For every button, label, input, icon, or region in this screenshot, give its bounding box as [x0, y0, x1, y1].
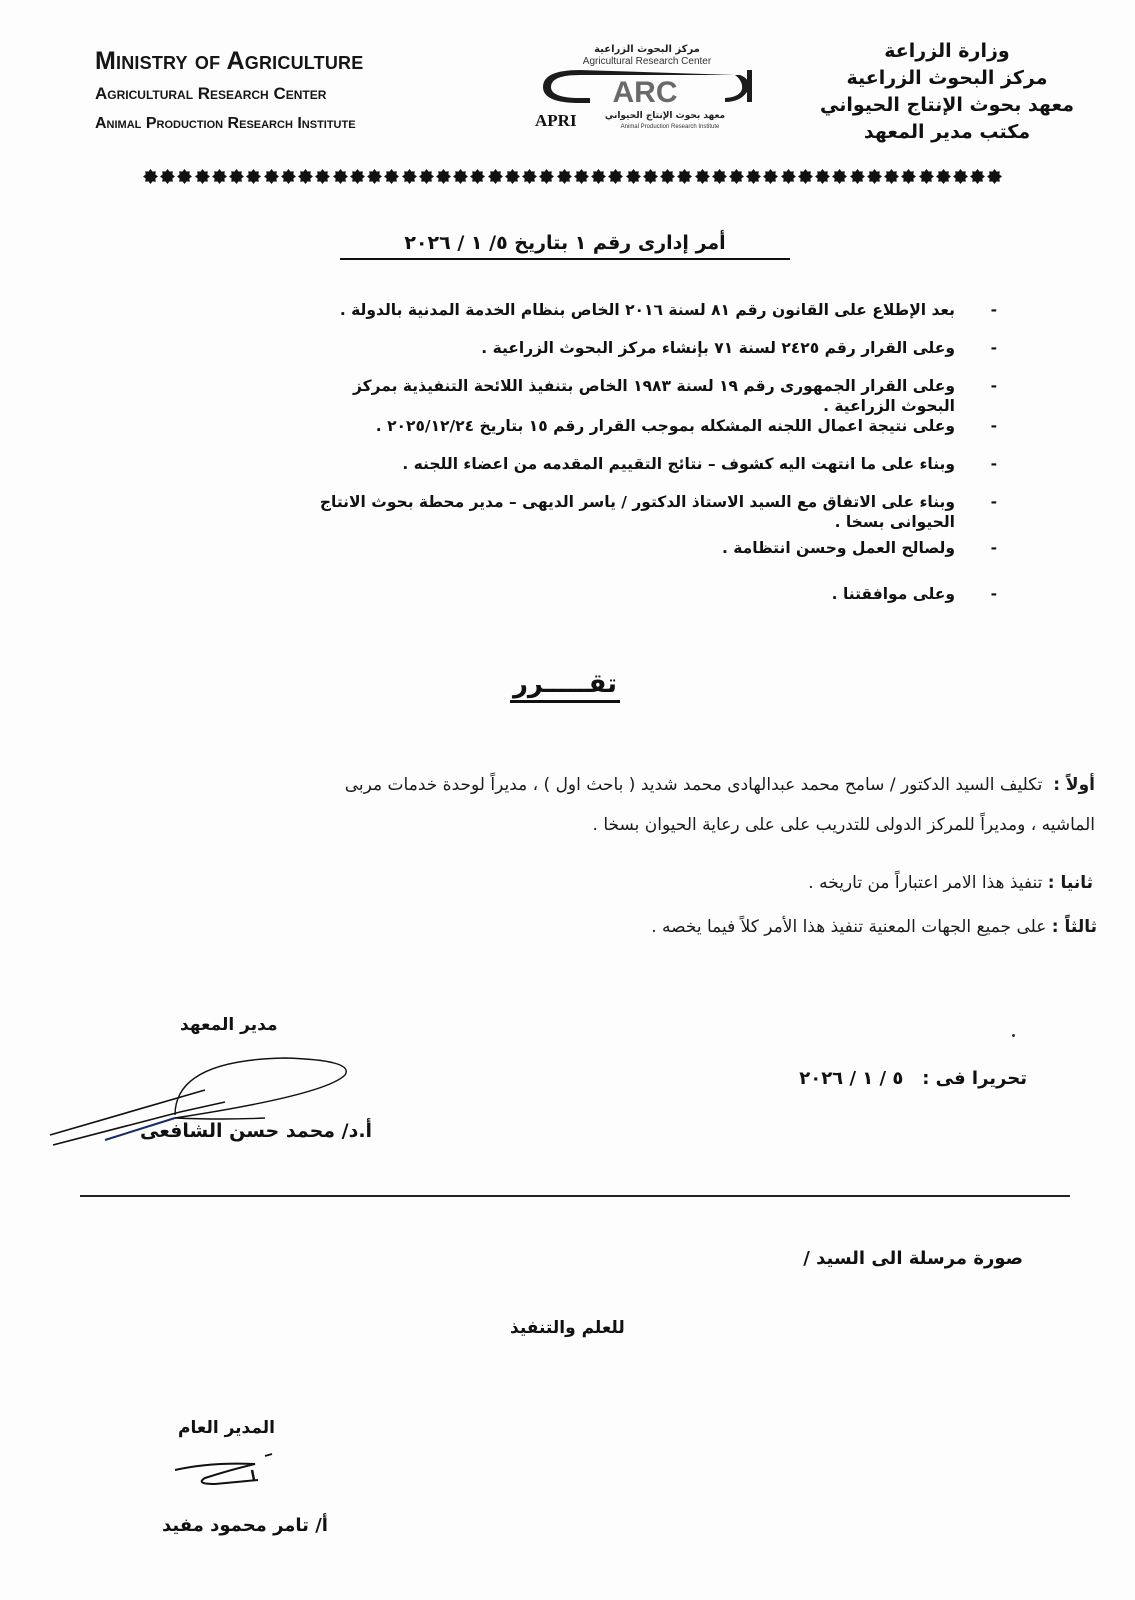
- article-first-text-line2: الماشيه ، ومديراً للمركز الدولى للتدريب على على رعاية الحيوان بسخا .: [592, 815, 1095, 835]
- star-ornament-icon: [936, 169, 951, 184]
- star-ornament-icon: [384, 169, 399, 184]
- star-ornament-icon: [677, 169, 692, 184]
- star-ornament-icon: [643, 169, 658, 184]
- arc-apri-logo: [535, 40, 760, 130]
- for-info-and-execution: للعلم والتنفيذ: [510, 1318, 625, 1338]
- preamble-item-text: وعلى موافقتنا .: [831, 585, 955, 603]
- preamble-item: [305, 454, 997, 492]
- article-second: [93, 866, 1093, 900]
- bullet-dash: -: [990, 301, 997, 319]
- star-ornament-icon: [436, 169, 451, 184]
- research-center-name-ar: مركز البحوث الزراعية: [846, 67, 1048, 89]
- bullet-dash: -: [990, 417, 997, 435]
- article-first: [95, 768, 1095, 842]
- star-ornament-icon: [229, 169, 244, 184]
- star-ornament-icon: [367, 169, 382, 184]
- preamble-item-text: وعلى نتيجة اعمال اللجنه المشكله بموجب القرار رقم ١٥ بتاريخ ٢٠٢٥/١٢/٢٤ .: [375, 417, 955, 435]
- arabic-letterhead: [787, 38, 1107, 146]
- star-ornament-icon: [177, 169, 192, 184]
- star-ornament-icon: [712, 169, 727, 184]
- logo-english-bottom: Animal Production Research Institute: [620, 124, 720, 130]
- institute-name-ar: معهد بحوث الإنتاج الحيواني: [820, 94, 1074, 116]
- article-third: [97, 910, 1097, 944]
- star-ornament-icon: [987, 169, 1002, 184]
- star-ornament-icon: [832, 169, 847, 184]
- star-ornament-icon: [867, 169, 882, 184]
- logo-apri: APRI: [535, 111, 577, 130]
- bullet-dash: -: [990, 539, 997, 557]
- preamble-item: [305, 584, 997, 616]
- article-second-text: تنفيذ هذا الامر اعتباراً من تاريخه .: [808, 873, 1043, 893]
- preamble-item: [305, 300, 997, 338]
- star-ornament-icon: [143, 169, 158, 184]
- star-ornament-icon: [901, 169, 916, 184]
- preamble-item-text: بعد الإطلاع على القانون رقم ٨١ لسنة ٢٠١٦ الخاص بنظام الخدمة المدنية بالدولة .: [339, 301, 955, 319]
- preamble-list: [97, 300, 997, 630]
- article-third-label: ثالثاً :: [1051, 917, 1097, 937]
- star-ornament-icon: [195, 169, 210, 184]
- star-ornament-icon: [160, 169, 175, 184]
- director-name: أ.د/ محمد حسن الشافعى: [140, 1120, 373, 1142]
- star-ornament-icon: [505, 169, 520, 184]
- bullet-dash: -: [990, 377, 997, 395]
- star-ornament-icon: [919, 169, 934, 184]
- star-ornament-icon: [333, 169, 348, 184]
- institute-name-en: Animal Production Research Institute: [95, 115, 356, 132]
- bullet-dash: -: [990, 585, 997, 603]
- star-ornament-icon: [470, 169, 485, 184]
- preamble-item-text: وعلى القرار رقم ٢٤٢٥ لسنة ٧١ بإنشاء مركز البحوث الزراعية .: [481, 339, 955, 357]
- preamble-item: [305, 538, 997, 570]
- ministry-name-ar: وزارة الزراعة: [884, 40, 1010, 62]
- star-border-divider: [143, 169, 1003, 185]
- research-center-name-en: Agricultural Research Center: [95, 84, 327, 103]
- article-first-text-line1: تكليف السيد الدكتور / سامح محمد عبدالهادى محمد شديد ( باحث اول ) ، مديراً لوحدة خدمات مربى: [344, 775, 1043, 795]
- article-second-label: ثانيا :: [1047, 873, 1093, 893]
- director-title: مدير المعهد: [180, 1015, 278, 1035]
- star-ornament-icon: [574, 169, 589, 184]
- star-ornament-icon: [557, 169, 572, 184]
- general-manager-signature: [170, 1450, 280, 1500]
- star-ornament-icon: [264, 169, 279, 184]
- star-ornament-icon: [281, 169, 296, 184]
- star-ornament-icon: [763, 169, 778, 184]
- star-ornament-icon: [298, 169, 313, 184]
- star-ornament-icon: [850, 169, 865, 184]
- stray-dot: [1012, 1034, 1015, 1037]
- bullet-dash: -: [990, 455, 997, 473]
- star-ornament-icon: [453, 169, 468, 184]
- written-on-date: ٥ / ١ / ٢٠٢٦: [799, 1068, 904, 1089]
- preamble-item: [305, 376, 997, 416]
- star-ornament-icon: [953, 169, 968, 184]
- written-on: [799, 1068, 1027, 1089]
- star-ornament-icon: [781, 169, 796, 184]
- logo-english-top: Agricultural Research Center: [582, 56, 712, 67]
- article-first-label: أولاً :: [1053, 775, 1095, 795]
- star-ornament-icon: [350, 169, 365, 184]
- preamble-item-text: وبناء على ما انتهت اليه كشوف – نتائج التقييم المقدمه من اعضاء اللجنه .: [402, 455, 955, 473]
- english-letterhead: [95, 46, 363, 138]
- star-ornament-icon: [884, 169, 899, 184]
- preamble-item: [305, 492, 997, 532]
- order-title: أمر إدارى رقم ١ بتاريخ ٥/ ١ / ٢٠٢٦: [340, 228, 790, 260]
- star-ornament-icon: [626, 169, 641, 184]
- star-ornament-icon: [591, 169, 606, 184]
- arc-logo-graphic: [535, 40, 760, 130]
- logo-arabic-bottom: معهد بحوث الإنتاج الحيواني: [604, 111, 726, 121]
- star-ornament-icon: [212, 169, 227, 184]
- ministry-name-en: Ministry of Agriculture: [95, 47, 364, 75]
- star-ornament-icon: [815, 169, 830, 184]
- star-ornament-icon: [695, 169, 710, 184]
- preamble-item-text: وعلى القرار الجمهورى رقم ١٩ لسنة ١٩٨٣ الخاص بتنفيذ اللائحة التنفيذية بمركز البحوث الزراعية .: [352, 377, 955, 415]
- preamble-item-text: ولصالح العمل وحسن انتظامة .: [721, 539, 955, 557]
- general-manager-name: أ/ تامر محمود مفيد: [162, 1515, 328, 1536]
- copy-to: صورة مرسلة الى السيد /: [803, 1248, 1023, 1269]
- star-ornament-icon: [488, 169, 503, 184]
- star-ornament-icon: [970, 169, 985, 184]
- logo-arc-mark: ARC: [612, 76, 678, 109]
- decree-heading: تقـــــرر: [510, 668, 620, 703]
- bullet-dash: -: [990, 339, 997, 357]
- general-manager-title: المدير العام: [178, 1418, 275, 1438]
- bullet-dash: -: [990, 493, 997, 511]
- star-ornament-icon: [402, 169, 417, 184]
- preamble-item: [305, 416, 997, 454]
- director-office-ar: مكتب مدير المعهد: [863, 121, 1031, 143]
- star-ornament-icon: [419, 169, 434, 184]
- footer-divider: [80, 1195, 1070, 1197]
- written-on-label: تحريرا فى :: [922, 1068, 1027, 1089]
- logo-arabic-top: مركز البحوث الزراعية: [594, 44, 700, 55]
- article-third-text: على جميع الجهات المعنية تنفيذ هذا الأمر كلاً فيما يخصه .: [651, 917, 1047, 937]
- preamble-item: [305, 338, 997, 376]
- star-ornament-icon: [315, 169, 330, 184]
- star-ornament-icon: [746, 169, 761, 184]
- star-ornament-icon: [729, 169, 744, 184]
- star-ornament-icon: [608, 169, 623, 184]
- preamble-item-text: وبناء على الاتفاق مع السيد الاستاذ الدكتور / ياسر الديهى – مدير محطة بحوث الانتاج الحيوانى بسخا .: [319, 493, 955, 531]
- star-ornament-icon: [246, 169, 261, 184]
- star-ornament-icon: [522, 169, 537, 184]
- star-ornament-icon: [660, 169, 675, 184]
- star-ornament-icon: [798, 169, 813, 184]
- star-ornament-icon: [539, 169, 554, 184]
